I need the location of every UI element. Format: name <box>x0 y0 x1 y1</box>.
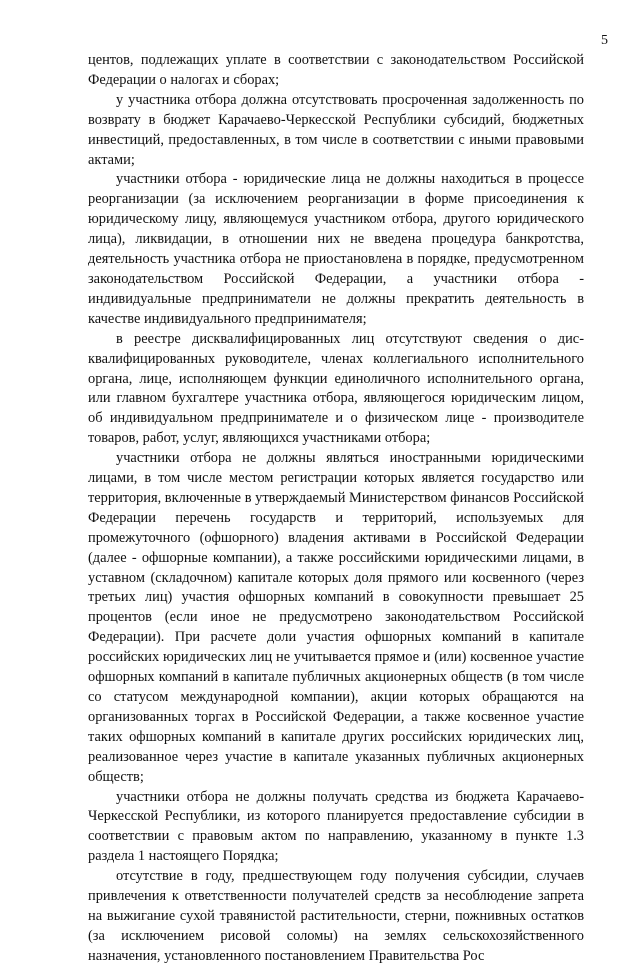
paragraph-reorganization: участники отбора - юридические лица не должны находиться в процессе реорганизации (за исключением реорганизации в форме присоединения к юридическому лицу, являющемуся участником отбора, другого юридического лица), ликвидации, в отношении них не введена процедура банкротства, деятельность участника отбора не приостановлена в порядке, предусмотренном законодательством Российской Федерации, а участники отбора - индивидуальные предприниматели не должны прекратить деятельность в качестве индивидуального предпринимателя; <box>88 171 584 327</box>
paragraph-overdue-debt: у участника отбора должна отсутствовать просроченная задолженность по возврату в бюджет Карачаево-Черкесской Республики субсидий, бюджетных инвестиций, предоставленных, в том числе в соответствии с иными правовыми актами; <box>88 91 584 168</box>
paragraph-offshore-companies: участники отбора не должны являться иностранными юридическими лицами, в том числе местом регистрации которых является государство или территория, включенные в утверждаемый Министерством финансов Российской Федерации перечень государств и территорий, используемых для промежуточного (офшорного) владения активами в Российской Федерации (далее - офшорные компании), а также российскими юридическими лицами, в уставном (складочном) капитале которых доля прямого или косвенного (через третьих лиц) участия офшорных компаний в совокупности превышает 25 процентов (если иное не предусмотрено законодательством Российской Федерации). При расчете доли участия офшорных компаний в капитале российских юридических лиц не учитывается прямое и (или) косвенное участие офшорных компаний в капитале публичных акционерных обществ (в том числе со статусом международной компании), акции которых обращаются на организованных торгах в Российской Федерации, а также косвенное участие таких офшорных компаний в капитале других российских юридических лиц, реализованное через участие в капитале указанных публичных акционерных обществ; <box>88 450 584 785</box>
document-body <box>88 51 584 967</box>
paragraph-tax-obligations: центов, подлежащих уплате в соответствии с законодательством Российской Федерации о налогах и сборах; <box>88 52 584 88</box>
paragraph-burning-ban: отсутствие в году, предшествующем году получения субсидии, случаев привлечения к ответственности получателей средств за несоблюдение запрета на выжигание сухой травянистой растительности, стерни, пожнивных остатков (за исключением рисовой соломы) на землях сельскохозяйственного назначения, установленного постановлением Правительства Рос <box>88 868 584 964</box>
page-number: 5 <box>601 33 608 48</box>
paragraph-budget-funds: участники отбора не должны получать средства из бюджета Карачаево-Черкесской Республики, из которого планируется предоставление субсидии в соответствии с правовым актом по направлению, указанному в пункте 1.3 раздела 1 настоящего Порядка; <box>88 788 584 865</box>
paragraph-disqualified-persons: в реестре дисквалифицированных лиц отсутствуют сведения о дисквалифицированных руководителе, членах коллегиального исполнительного органа, лице, исполняющем функции единоличного исполнительного органа, или главном бухгалтере участника отбора, являющегося юридическим лицом, об индивидуальном предпринимателе и о физическом лице - производителе товаров, работ, услуг, являющихся участниками отбора; <box>88 330 584 447</box>
